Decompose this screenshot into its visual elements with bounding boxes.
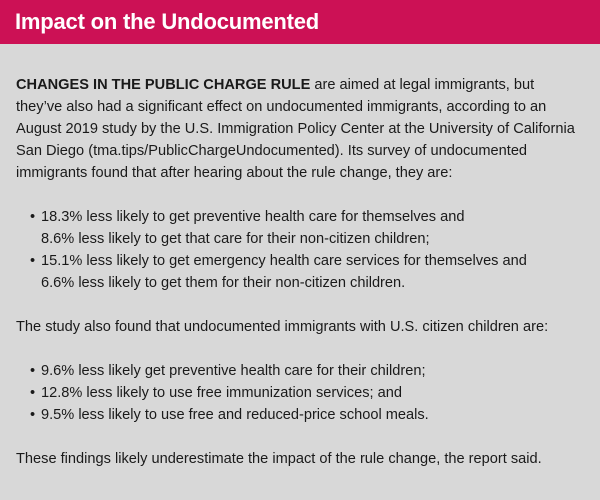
list-item-line: 15.1% less likely to get emergency health care services for themselves and — [41, 253, 527, 269]
list-item-text: 9.6% less likely get preventive health care for their children; — [41, 363, 426, 379]
intro-lead: CHANGES IN THE PUBLIC CHARGE RULE — [16, 77, 311, 93]
list-item — [16, 250, 584, 294]
list-item-text: 12.8% less likely to use free immunization services; and — [41, 385, 402, 401]
bullet-icon: • — [30, 407, 36, 423]
content-body — [0, 44, 600, 470]
header-bar — [0, 0, 600, 44]
bullet-icon: • — [30, 363, 36, 379]
list-item-line: 18.3% less likely to get preventive health care for themselves and — [41, 209, 465, 225]
findings-list-1 — [16, 206, 584, 294]
list-item-line: 6.6% less likely to get them for their non-citizen children. — [41, 275, 406, 291]
middle-paragraph: The study also found that undocumented immigrants with U.S. citizen children are: — [16, 319, 549, 335]
bullet-icon: • — [30, 209, 36, 225]
list-item — [16, 382, 584, 404]
list-item — [16, 360, 584, 382]
intro-text: are aimed at legal immigrants, but they’ve also had a significant effect on undocumented immigrants, according to an August 2019 study by the U.S. Immigration Policy Center at the University of California San Diego (tma.tips/PublicChargeUndocumented). Its survey of undocumented immigrants found that after hearing about the rule change, they are: — [16, 77, 575, 181]
bullet-icon: • — [30, 253, 36, 269]
list-item — [16, 404, 584, 426]
bullet-icon: • — [30, 385, 36, 401]
intro-paragraph — [16, 74, 584, 184]
list-item-text: 9.5% less likely to use free and reduced-price school meals. — [41, 407, 429, 423]
list-item — [16, 206, 584, 250]
findings-list-2 — [16, 360, 584, 426]
list-item-line: 8.6% less likely to get that care for their non-citizen children; — [41, 231, 430, 247]
page-title: Impact on the Undocumented — [15, 9, 320, 34]
closing-paragraph: These findings likely underestimate the impact of the rule change, the report said. — [16, 451, 542, 467]
